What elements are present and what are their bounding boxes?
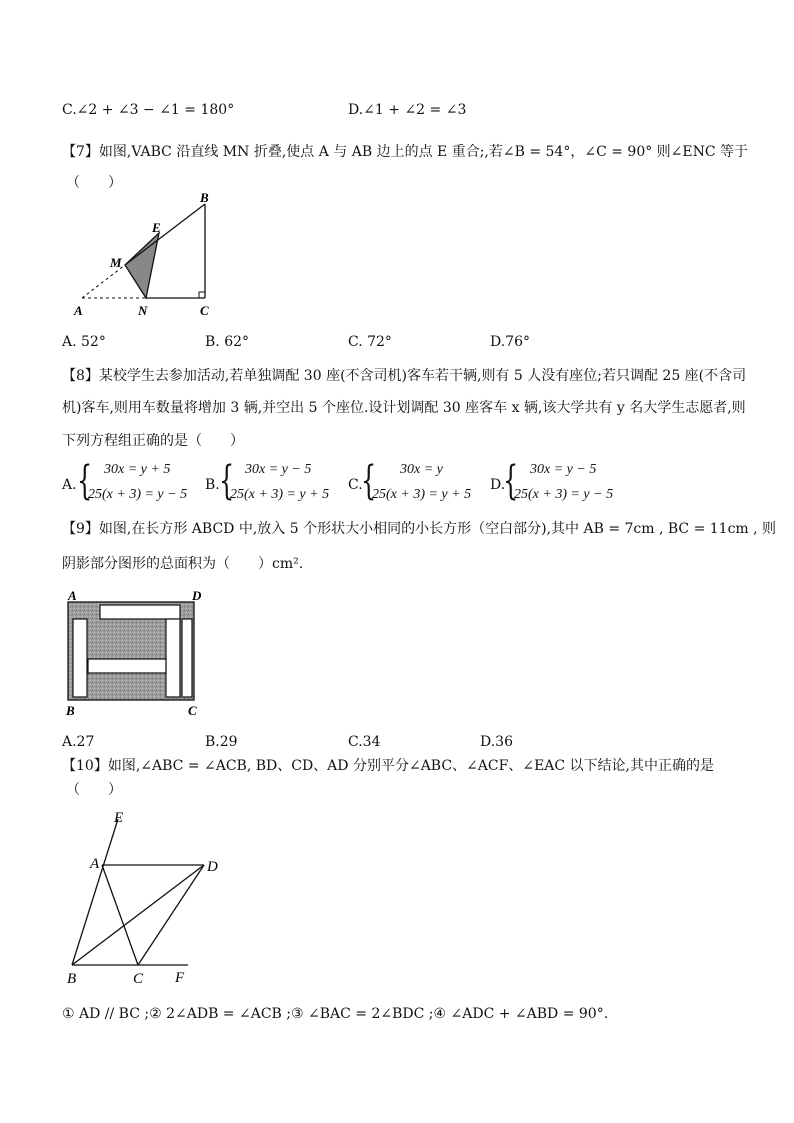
q9-small-rect-right bbox=[166, 619, 180, 697]
q9-label-c: C bbox=[188, 703, 197, 718]
q10-label-c: C bbox=[133, 971, 144, 987]
q8-option-a-letter: A. bbox=[62, 477, 77, 493]
q8-stem-line3: 下列方程组正确的是（ ） bbox=[62, 433, 244, 449]
q10-stem-line1: 【10】如图,∠ABC = ∠ACB, BD、CD、AD 分别平分∠ABC、∠ACF、∠EAC 以下结论,其中正确的是 bbox=[62, 758, 715, 774]
q10-stem-line2: （ ） bbox=[66, 782, 122, 798]
q9-small-rect-edge bbox=[182, 619, 192, 697]
q9-rectangle-figure bbox=[62, 588, 212, 720]
q9-option-c: C.34 bbox=[348, 734, 381, 750]
q9-stem-line1: 【9】如图,在长方形 ABCD 中,放入 5 个形状大小相同的小长方形（空白部分),其中 AB = 7cm , BC = 11cm , 则 bbox=[62, 521, 777, 537]
q7-label-e: E bbox=[152, 220, 161, 235]
q7-label-b: B bbox=[200, 190, 209, 205]
q7-option-c: C. 72° bbox=[348, 334, 392, 350]
q10-geometry-figure bbox=[58, 805, 238, 987]
q9-small-rect-middle bbox=[88, 659, 166, 673]
q9-option-d: D.36 bbox=[480, 734, 513, 750]
q8-stem-line2: 机)客车,则用车数量将增加 3 辆,并空出 5 个座位.设计划调配 30 座客车 x 辆,该大学共有 y 名大学生志愿者,则 bbox=[62, 400, 746, 416]
q8-stem-line1: 【8】某校学生去参加活动,若单独调配 30 座(不含司机)客车若干辆,则有 5 人没有座位;若只调配 25 座(不含司 bbox=[62, 368, 747, 384]
q8-option-d-brace: { bbox=[503, 458, 519, 504]
q8-option-d-letter: D. bbox=[490, 477, 506, 493]
q7-label-n: N bbox=[138, 303, 148, 318]
q9-option-a: A.27 bbox=[62, 734, 95, 750]
q8-option-c-eq1: 30x = y bbox=[400, 462, 443, 477]
q10-label-d: D bbox=[207, 859, 218, 875]
q7-option-b: B. 62° bbox=[205, 334, 250, 350]
q6-option-d: D.∠1 + ∠2 = ∠3 bbox=[348, 102, 467, 118]
q9-label-b: B bbox=[66, 703, 75, 718]
q10-label-f: F bbox=[175, 970, 185, 986]
q8-option-a-brace: { bbox=[77, 458, 93, 504]
q7-triangle-figure bbox=[60, 190, 230, 325]
q7-stem-line2: （ ） bbox=[66, 175, 122, 191]
q10-segment-bd bbox=[72, 865, 204, 965]
q7-label-c: C bbox=[200, 303, 209, 318]
q6-option-c: C.∠2 + ∠3 − ∠1 = 180° bbox=[62, 102, 235, 118]
q8-option-a-eq2: 25(x + 3) = y − 5 bbox=[88, 487, 188, 502]
q10-conclusions: ① AD // BC ;② 2∠ADB = ∠ACB ;③ ∠BAC = 2∠BDC ;④ ∠ADC + ∠ABD = 90°. bbox=[62, 1006, 609, 1022]
q8-option-b-letter: B. bbox=[205, 477, 220, 493]
q8-option-b-eq1: 30x = y − 5 bbox=[245, 462, 312, 477]
q9-label-a: A bbox=[68, 588, 77, 603]
q8-option-b-eq2: 25(x + 3) = y + 5 bbox=[230, 487, 330, 502]
q8-option-b-brace: { bbox=[219, 458, 235, 504]
q8-option-c-letter: C. bbox=[348, 477, 363, 493]
q7-stem-line1: 【7】如图,VABC 沿直线 MN 折叠,使点 A 与 AB 边上的点 E 重合;,若∠B = 54°，∠C = 90° 则∠ENC 等于 bbox=[62, 144, 749, 160]
q7-side-mb bbox=[125, 204, 205, 265]
q8-option-d-eq2: 25(x + 3) = y − 5 bbox=[514, 487, 614, 502]
q10-label-e: E bbox=[114, 810, 124, 826]
q7-option-a: A. 52° bbox=[62, 334, 106, 350]
q10-label-a: A bbox=[90, 856, 100, 872]
q7-label-m: M bbox=[110, 255, 122, 270]
q9-stem-line2: 阴影部分图形的总面积为（ ）cm². bbox=[62, 556, 304, 572]
q10-label-b: B bbox=[67, 971, 77, 987]
q8-option-c-brace: { bbox=[361, 458, 377, 504]
q7-option-d: D.76° bbox=[490, 334, 530, 350]
q8-option-c-eq2: 25(x + 3) = y + 5 bbox=[372, 487, 472, 502]
q7-label-a: A bbox=[74, 303, 83, 318]
q9-label-d: D bbox=[192, 588, 202, 603]
q10-segment-ac bbox=[102, 865, 138, 965]
q8-option-d-eq1: 30x = y − 5 bbox=[530, 462, 597, 477]
q7-right-angle-mark bbox=[199, 292, 205, 298]
q9-small-rect-left bbox=[73, 619, 87, 697]
q8-option-a-eq1: 30x = y + 5 bbox=[104, 462, 171, 477]
q9-option-b: B.29 bbox=[205, 734, 238, 750]
q9-small-rect-top bbox=[100, 605, 180, 619]
q10-segment-cd bbox=[138, 865, 204, 965]
